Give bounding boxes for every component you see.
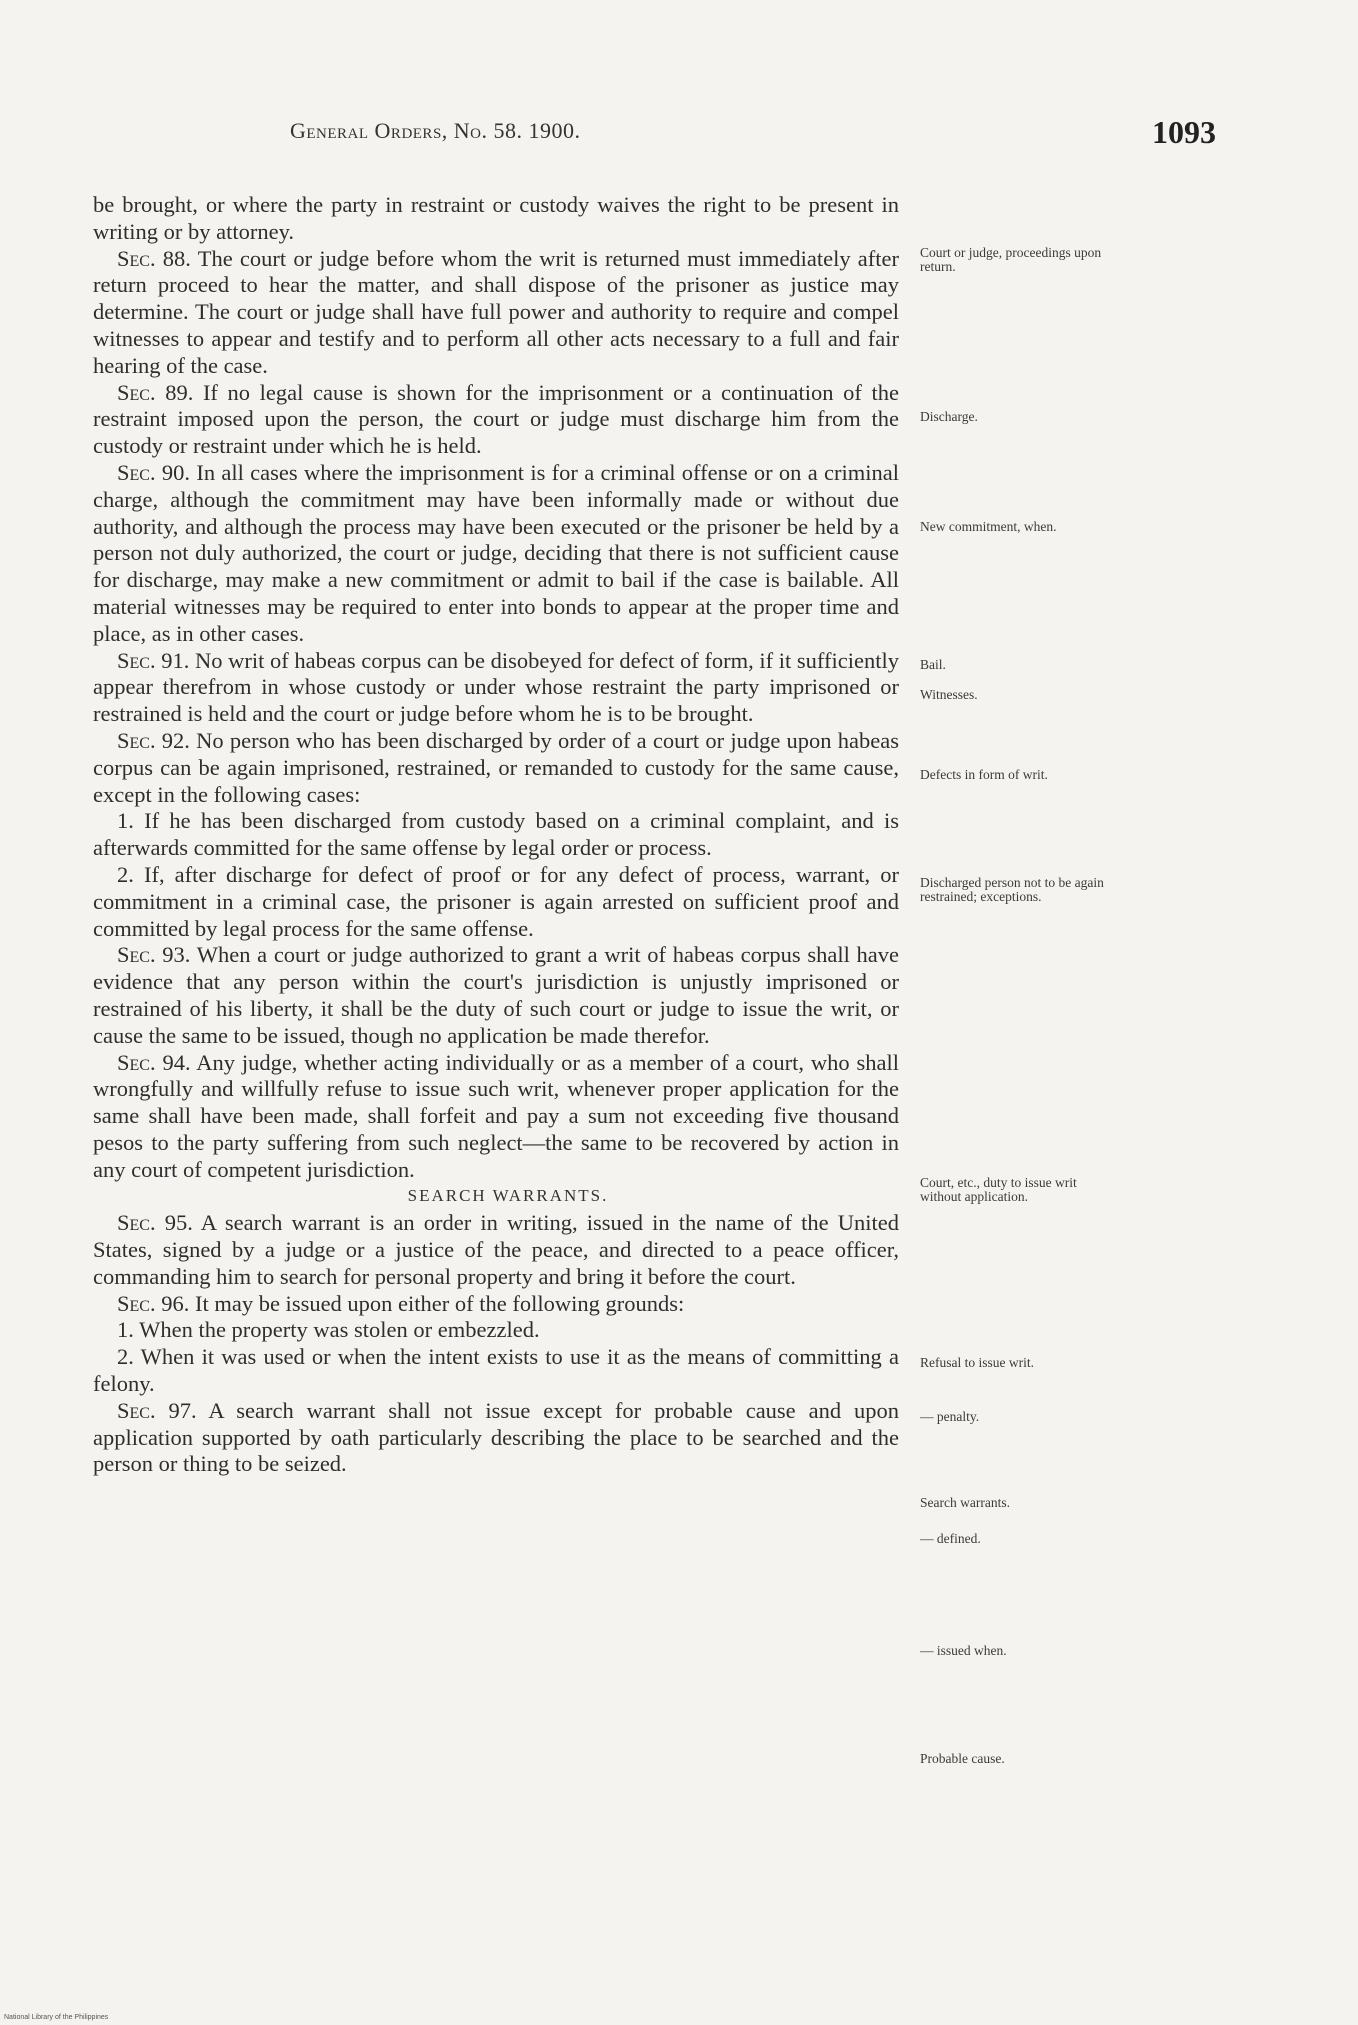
page-header: [0, 114, 1358, 158]
section-number: Sec. 95.: [117, 1210, 193, 1236]
section-heading: SEARCH WARRANTS.: [407, 1186, 609, 1206]
paragraph-continuation: be brought, or where the party in restraint or custody waives the right to be present in writing or by attorney.: [93, 192, 899, 244]
margin-note: — penalty.: [920, 1409, 980, 1424]
section-95: Sec. 95. A search warrant is an order in writing, issued in the name of the United States, signed by a judge or a justice of the peace, and directed to a peace officer, commanding him to search for personal property and bring it before the court.: [93, 1210, 899, 1289]
margin-note: Search warrants.: [920, 1495, 1010, 1510]
section-88: Sec. 88. The court or judge before whom the writ is returned must immediately after return proceed to hear the matter, and shall dispose of the prisoner as justice may determine. The court or judge shall have full power and authority to require and compel witnesses to appear and testify and to perform all other acts necessary to a full and fair hearing of the case.: [93, 245, 899, 378]
section-91: Sec. 91. No writ of habeas corpus can be disobeyed for defect of form, if it sufficiently appear therefrom in whose custody or under whose restraint the party imprisoned or restrained is held and the court or judge before whom he is to be brought.: [93, 647, 899, 727]
section-92: Sec. 92. No person who has been discharged by order of a court or judge upon habeas corpus can be again imprisoned, restrained, or remanded to custody for the same cause, except in the following cases:: [93, 727, 899, 807]
list-item: 1. When the property was stolen or embezzled.: [117, 1317, 540, 1343]
margin-note: Court, etc., duty to issue writ without application.: [920, 1175, 1077, 1204]
section-89: Sec. 89. If no legal cause is shown for the imprisonment or a continuation of the restraint imposed upon the person, the court or judge must discharge him from the custody or restraint under which he is held.: [93, 379, 899, 459]
margin-note: Discharged person not to be again restrained; exceptions.: [920, 875, 1104, 904]
margin-note: New commitment, when.: [920, 519, 1057, 534]
section-94: Sec. 94. Any judge, whether acting individually or as a member of a court, who shall wrongfully and willfully refuse to issue such writ, whenever proper application for the same shall have been made, shall forfeit and pay a sum not exceeding five thousand pesos to the party suffering from such neglect—the same to be recovered by action in any court of competent jurisdiction.: [93, 1049, 899, 1182]
section-number: Sec. 94.: [117, 1049, 191, 1075]
page-number: 1093: [1152, 114, 1216, 150]
section-number: Sec. 97.: [117, 1397, 197, 1423]
margin-note: Witnesses.: [920, 687, 978, 702]
margin-note: Bail.: [920, 657, 946, 672]
margin-note: — issued when.: [920, 1643, 1007, 1658]
section-97: Sec. 97. A search warrant shall not issue except for probable cause and upon application supported by oath particularly describing the place to be searched and the person or thing to be seized.: [93, 1397, 899, 1477]
section-number: Sec. 88.: [117, 245, 191, 271]
scan-footer: National Library of the Philippines: [4, 2014, 109, 2021]
margin-note: Discharge.: [920, 409, 978, 424]
section-number: Sec. 89.: [117, 379, 194, 405]
margin-note: Refusal to issue writ.: [920, 1355, 1034, 1370]
margin-note: Probable cause.: [920, 1751, 1005, 1766]
margin-note: — defined.: [920, 1531, 981, 1546]
section-93: Sec. 93. When a court or judge authorized to grant a writ of habeas corpus shall have evidence that any person within the court's jurisdiction is unjustly imprisoned or restrained of his liberty, it shall be the duty of such court or judge to issue the writ, or cause the same to be issued, though no application be made therefor.: [93, 942, 900, 1048]
section-number: Sec. 91.: [117, 647, 190, 673]
section-number: Sec. 93.: [117, 942, 191, 968]
section-90: Sec. 90. In all cases where the imprisonment is for a criminal offense or on a criminal charge, although the commitment may have been informally made or without due authority, and although the process may have been executed or the prisoner be held by a person not duly authorized, the court or judge, deciding that there is not sufficient cause for discharge, may make a new commitment or admit to bail if the case is bailable. All material witnesses may be required to enter into bonds to appear at the proper time and place, as in other cases.: [93, 459, 900, 646]
section-number: Sec. 90.: [117, 459, 191, 485]
list-item: 2. When it was used or when the intent exists to use it as the means of committing a felony.: [93, 1344, 899, 1397]
running-head: General Orders, No. 58. 1900.: [290, 118, 581, 143]
list-item: 1. If he has been discharged from custody based on a criminal complaint, and is afterwards committed for the same offense by legal order or process.: [93, 808, 899, 861]
margin-note: Defects in form of writ.: [920, 767, 1048, 782]
section-number: Sec. 96.: [117, 1290, 190, 1316]
section-96: Sec. 96. It may be issued upon either of the following grounds:: [117, 1290, 685, 1316]
list-item: 2. If, after discharge for defect of proof or for any defect of process, warrant, or commitment in a criminal case, the prisoner is again arrested on sufficient proof and committed by legal process for the same offense.: [93, 861, 899, 941]
body-text: [93, 192, 899, 1478]
section-number: Sec. 92.: [117, 727, 190, 753]
margin-note: Court or judge, proceedings upon return.: [920, 245, 1102, 274]
